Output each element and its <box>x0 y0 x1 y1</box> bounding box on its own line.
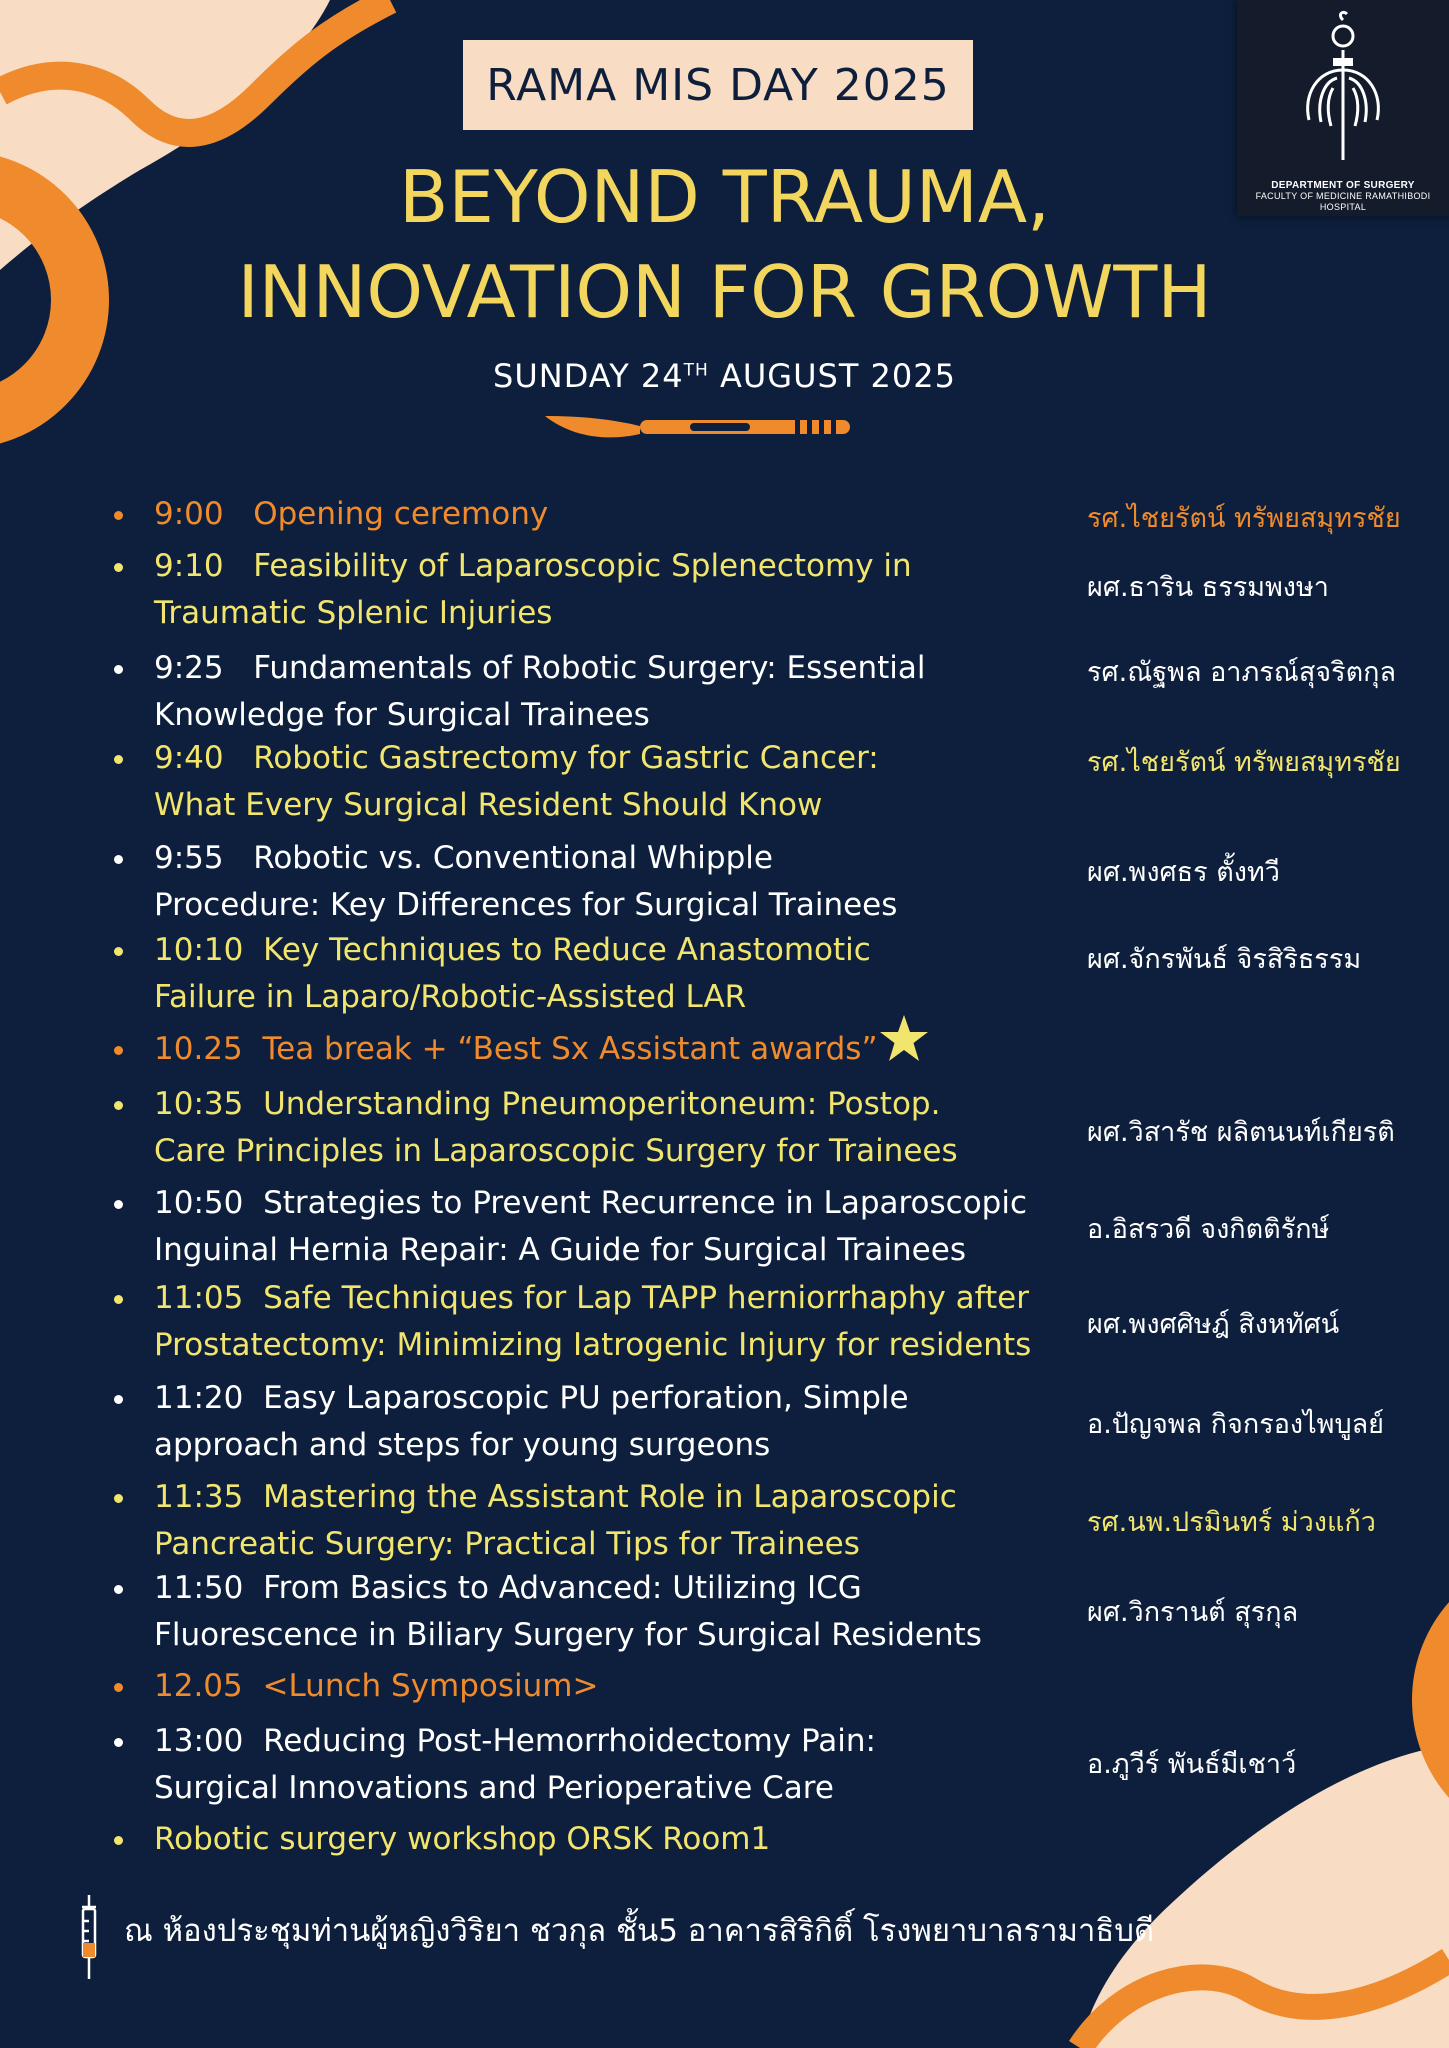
item-line: What Every Surgical Resident Should Know <box>154 787 823 823</box>
schedule-item <box>118 1275 1078 1369</box>
item-line: Failure in Laparo/Robotic-Assisted LAR <box>154 979 747 1015</box>
emblem-icon <box>1237 0 1449 176</box>
speaker-name: อ.อิสรวดี จงกิตติรักษ์ <box>1087 1214 1330 1245</box>
speaker-name: ผศ.พงศศิษฎ์ สิงหทัศน์ <box>1087 1309 1340 1340</box>
speaker-name: อ.ภูวีร์ พันธ์มีเชาว์ <box>1087 1749 1297 1780</box>
schedule-item <box>118 1026 1078 1073</box>
speaker-name: รศ.ไชยรัตน์ ทรัพยสมุทรชัย <box>1087 747 1401 778</box>
event-badge: RAMA MIS DAY 2025 <box>463 40 973 130</box>
title-line1: BEYOND TRAUMA, <box>398 155 1051 239</box>
schedule-item <box>118 1474 1078 1568</box>
item-time: 9:10 <box>154 548 224 584</box>
speaker-name: อ.ปัญจพล กิจกรองไพบูลย์ <box>1087 1409 1384 1440</box>
item-line: Surgical Innovations and Perioperative Care <box>154 1770 834 1806</box>
item-line: Prostatectomy: Minimizing Iatrogenic Injury for residents <box>154 1327 1032 1363</box>
item-line: Strategies to Prevent Recurrence in Laparoscopic <box>263 1185 1028 1221</box>
item-time: 9:00 <box>154 496 224 532</box>
schedule-item <box>118 1816 1078 1863</box>
item-time: 9:25 <box>154 650 224 686</box>
date-suffix: AUGUST 2025 <box>719 357 956 395</box>
item-line: approach and steps for young surgeons <box>154 1427 771 1463</box>
speaker-name: ผศ.จักรพันธ์ จิรสิริธรรม <box>1087 944 1362 975</box>
speaker-name: ผศ.วิสารัช ผลิตนนท์เกียรติ <box>1087 1117 1395 1148</box>
date-prefix: SUNDAY 24 <box>493 357 684 395</box>
item-line: Robotic vs. Conventional Whipple <box>253 840 773 876</box>
schedule-item <box>118 1180 1078 1274</box>
item-time: 10.25 <box>154 1031 243 1067</box>
schedule-item <box>118 835 1078 929</box>
logo-line1: DEPARTMENT OF SURGERY <box>1271 180 1415 191</box>
item-line: From Basics to Advanced: Utilizing ICG <box>263 1570 862 1606</box>
item-line: Safe Techniques for Lap TAPP herniorrhaphy after <box>263 1280 1029 1316</box>
item-line: Robotic surgery workshop ORSK Room1 <box>154 1821 771 1857</box>
item-line: Care Principles in Laparoscopic Surgery for Trainees <box>154 1133 958 1169</box>
speaker-name: ผศ.วิกรานต์ สุรกุล <box>1087 1597 1299 1628</box>
item-time: 11:20 <box>154 1380 244 1416</box>
schedule-item <box>118 491 1078 538</box>
item-line: Easy Laparoscopic PU perforation, Simple <box>263 1380 909 1416</box>
item-line: Tea break + “Best Sx Assistant awards” <box>262 1031 878 1067</box>
item-line: Mastering the Assistant Role in Laparoscopic <box>263 1479 957 1515</box>
schedule-item <box>118 927 1078 1021</box>
item-time: 13:00 <box>154 1723 244 1759</box>
item-time: 11:50 <box>154 1570 244 1606</box>
item-line: Procedure: Key Differences for Surgical Trainees <box>154 887 898 923</box>
schedule-item <box>118 1565 1078 1659</box>
star-icon <box>880 1015 928 1061</box>
logo-line2: FACULTY OF MEDICINE RAMATHIBODI HOSPITAL <box>1255 191 1431 212</box>
title-line2: INNOVATION FOR GROWTH <box>237 250 1212 334</box>
item-time: 11:05 <box>154 1280 244 1316</box>
schedule-item <box>118 645 1078 739</box>
item-time: 12.05 <box>154 1668 243 1704</box>
item-line: Opening ceremony <box>253 496 549 532</box>
schedule-item <box>118 735 1078 829</box>
schedule-item <box>118 1663 1078 1710</box>
schedule-item <box>118 543 1078 637</box>
item-line: Reducing Post-Hemorrhoidectomy Pain: <box>263 1723 876 1759</box>
item-line: Robotic Gastrectomy for Gastric Cancer: <box>253 740 879 776</box>
item-time: 9:40 <box>154 740 224 776</box>
date-sup: TH <box>683 360 709 381</box>
item-time: 10:35 <box>154 1086 244 1122</box>
speaker-name: รศ.ไชยรัตน์ ทรัพยสมุทรชัย <box>1087 503 1401 534</box>
item-line: Feasibility of Laparoscopic Splenectomy in <box>253 548 912 584</box>
item-line: Traumatic Splenic Injuries <box>154 595 553 631</box>
schedule-item <box>118 1718 1078 1812</box>
schedule-item <box>118 1375 1078 1469</box>
item-time: 10:50 <box>154 1185 244 1221</box>
venue-text: ณ ห้องประชุมท่านผู้หญิงวิริยา ชวกุล ชั้น5 อาคารสิริกิติ์ โรงพยาบาลรามาธิบดี <box>124 1913 1155 1949</box>
speaker-name: ผศ.พงศธร ตั้งทวี <box>1087 857 1280 888</box>
speaker-name: รศ.นพ.ปรมินทร์ ม่วงแก้ว <box>1087 1507 1376 1538</box>
item-line: Understanding Pneumoperitoneum: Postop. <box>263 1086 941 1122</box>
item-line: Fluorescence in Biliary Surgery for Surgical Residents <box>154 1617 982 1653</box>
item-time: 11:35 <box>154 1479 244 1515</box>
event-date <box>0 357 1449 395</box>
item-line: <Lunch Symposium> <box>262 1668 599 1704</box>
syringe-icon <box>78 1895 100 1979</box>
item-line: Key Techniques to Reduce Anastomotic <box>263 932 871 968</box>
item-time: 9:55 <box>154 840 224 876</box>
item-time: 10:10 <box>154 932 244 968</box>
speaker-name: ผศ.ธาริน ธรรมพงษา <box>1087 572 1329 603</box>
scalpel-icon <box>545 412 855 442</box>
item-line: Pancreatic Surgery: Practical Tips for Trainees <box>154 1526 860 1562</box>
schedule-item <box>118 1081 1078 1175</box>
item-line: Knowledge for Surgical Trainees <box>154 697 650 733</box>
item-line: Fundamentals of Robotic Surgery: Essential <box>253 650 926 686</box>
item-line: Inguinal Hernia Repair: A Guide for Surgical Trainees <box>154 1232 966 1268</box>
speaker-name: รศ.ณัฐพล อาภรณ์สุจริตกุล <box>1087 657 1397 688</box>
